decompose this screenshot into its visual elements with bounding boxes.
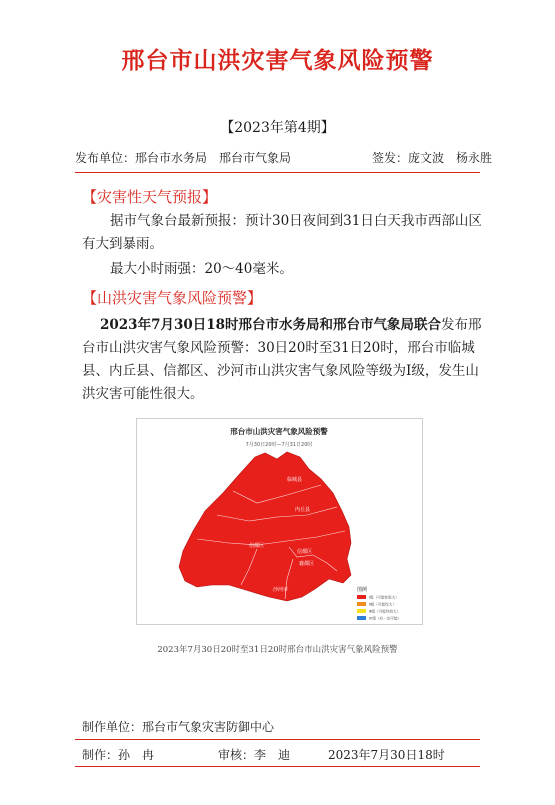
forecast-text bbox=[82, 210, 492, 256]
map-caption: 2023年7月30日20时至31日20时邢台市山洪灾害气象风险预警 bbox=[157, 645, 398, 655]
region-label: 内丘县 bbox=[295, 507, 311, 513]
reviewer-info: 审核：李 迪 bbox=[218, 748, 291, 762]
footer-bottom-divider bbox=[75, 766, 480, 767]
warning-text bbox=[82, 314, 492, 406]
warning-map bbox=[136, 418, 423, 625]
legend-swatch-3 bbox=[357, 609, 366, 613]
map-title: 邢台市山洪灾害气象风险预警 bbox=[230, 427, 328, 436]
forecast-line-1: 据市气象台最新预报：预计30日夜间到31日白天我市西部山区有大到暴雨。 bbox=[82, 213, 482, 252]
issue-number: 【2023年第4期】 bbox=[220, 120, 335, 136]
map-legend bbox=[357, 586, 401, 621]
risk-area-level-1 bbox=[179, 452, 351, 601]
page-title: 邢台市山洪灾害气象风险预警 bbox=[121, 47, 434, 74]
legend-label-2: Ⅱ级（可能性大） bbox=[369, 602, 396, 607]
production-time: 2023年7月30日18时 bbox=[328, 748, 445, 762]
legend-label-1: Ⅰ级（可能性很大） bbox=[369, 595, 399, 600]
publisher-info: 发布单位：邢台市水务局 邢台市气象局 bbox=[75, 151, 292, 165]
region-label: 沙河市 bbox=[273, 587, 289, 593]
forecast-heading: 【灾害性天气预报】 bbox=[82, 188, 218, 206]
forecast-line-2: 最大小时雨强：20～40毫米。 bbox=[110, 261, 293, 277]
legend-title: 图例 bbox=[357, 587, 368, 593]
region-label: 襄都区 bbox=[299, 561, 315, 567]
legend-swatch-4 bbox=[357, 616, 366, 620]
forecast-rain bbox=[82, 258, 492, 281]
production-unit: 制作单位：邢台市气象灾害防御中心 bbox=[82, 720, 275, 734]
legend-label-3: Ⅲ级（可能性较大） bbox=[369, 609, 401, 614]
map-subtitle: 7月30日20时—7月31日20时 bbox=[245, 442, 313, 448]
legend-swatch-2 bbox=[357, 602, 366, 606]
region-label: 信都区 bbox=[297, 549, 313, 555]
maker-info: 制作：孙 冉 bbox=[82, 748, 155, 762]
legend-swatch-1 bbox=[357, 595, 366, 599]
warning-map-graphic bbox=[137, 419, 422, 624]
warning-body: 发布邢台市山洪灾害气象风险预警：30日20时至31日20时，邢台市临城县、内丘县、信都区、沙河市山洪灾害气象风险等级为Ⅰ级，发生山洪灾害可能性很大。 bbox=[82, 317, 482, 402]
region-label: 临城县 bbox=[287, 477, 303, 483]
header-divider bbox=[75, 172, 480, 173]
signer-info: 签发：庞文波 杨永胜 bbox=[372, 151, 493, 165]
region-label: 信都区 bbox=[249, 543, 265, 549]
footer-divider bbox=[75, 739, 480, 740]
warning-heading: 【山洪灾害气象风险预警】 bbox=[82, 289, 263, 307]
warning-lead: 2023年7月30日18时邢台市水务局和邢台市气象局联合 bbox=[100, 317, 442, 333]
legend-label-4: Ⅳ级（有一定可能） bbox=[369, 616, 402, 621]
